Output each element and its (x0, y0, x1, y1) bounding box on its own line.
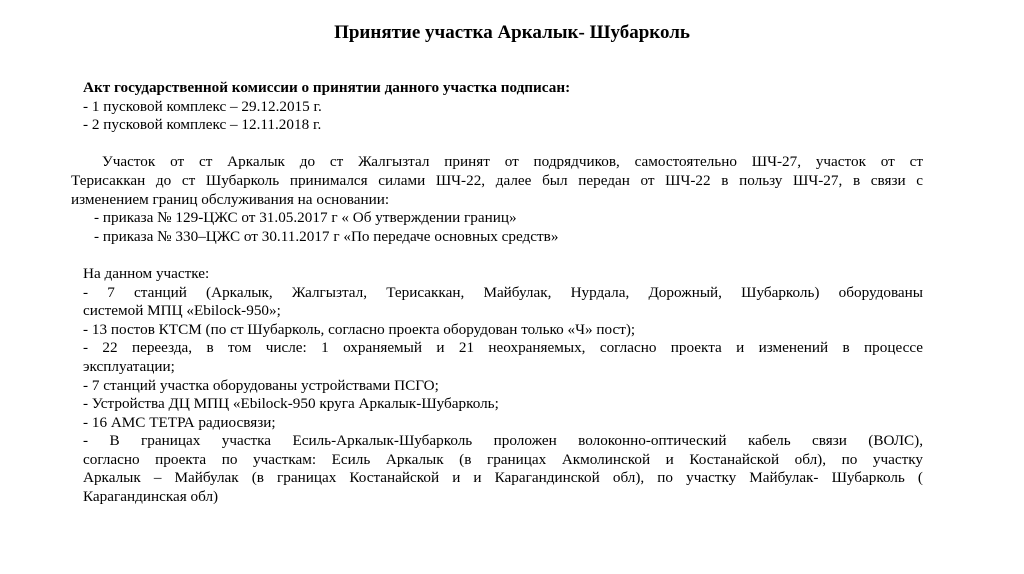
order-item: - приказа № 129-ЦЖС от 31.05.2017 г « Об утверждении границ» (94, 209, 517, 227)
section-line: - 7 станций участка оборудованы устройствами ПСГО; (83, 376, 439, 394)
section-line: - 7 станций (Аркалык, Жалгызтал, Терисаккан, Майбулак, Нурдала, Дорожный, Шубарколь) оборудованы (83, 283, 923, 301)
section-line: - 16 АМС ТЕТРА радиосвязи; (83, 413, 276, 431)
section-line: эксплуатации; (83, 357, 175, 375)
section-line: - В границах участка Есиль-Аркалык-Шубарколь проложен волоконно-оптический кабель связи (ВОЛС), (83, 432, 923, 450)
spacer (83, 135, 923, 154)
section-line: - Устройства ДЦ МПЦ «Ebilock-950 круга Аркалык-Шубарколь; (83, 395, 499, 413)
section-line: - 13 постов КТСМ (по ст Шубарколь, согласно проекта оборудован только «Ч» пост); (83, 320, 636, 338)
slide-title: Принятие участка Аркалык- Шубарколь (334, 22, 690, 43)
section-line: Аркалык – Майбулак (в границах Костанайской и и Карагандинской обл), по участку Майбулак- Шубарколь ( (83, 469, 923, 487)
act-heading: Акт государственной комиссии о принятии данного участка подписан: (83, 79, 571, 96)
section-block (83, 265, 923, 507)
section-line: системой МПЦ «Ebilock-950»; (83, 302, 281, 320)
act-item: - 1 пусковой комплекс – 29.12.2015 г. (83, 97, 322, 115)
spacer (83, 246, 923, 265)
order-item: - приказа № 330–ЦЖС от 30.11.2017 г «По передаче основных средств» (94, 227, 559, 245)
slide-body (71, 79, 923, 507)
section-heading: На данном участке: (83, 264, 210, 282)
section-line: согласно проекта по участкам: Есиль Аркалык (в границах Акмолинской и Костанайской обл), по участку (83, 450, 923, 468)
acceptance-paragraph (71, 153, 923, 246)
acceptance-line: Участок от ст Аркалык до ст Жалгызтал принят от подрядчиков, самостоятельно ШЧ-27, участок от ст (102, 153, 923, 171)
acceptance-line: Терисаккан до ст Шубарколь принимался силами ШЧ-22, далее был передан от ШЧ-22 в пользу ШЧ-27, в связи с (71, 171, 923, 189)
section-line: Карагандинская обл) (83, 488, 219, 506)
act-item: - 2 пусковой комплекс – 12.11.2018 г. (83, 116, 322, 134)
act-block (83, 79, 923, 135)
acceptance-line: изменением границ обслуживания на основании: (71, 190, 390, 208)
section-line: - 22 переезда, в том числе: 1 охраняемый и 21 неохраняемых, согласно проекта и изменений в процессе (83, 339, 923, 357)
